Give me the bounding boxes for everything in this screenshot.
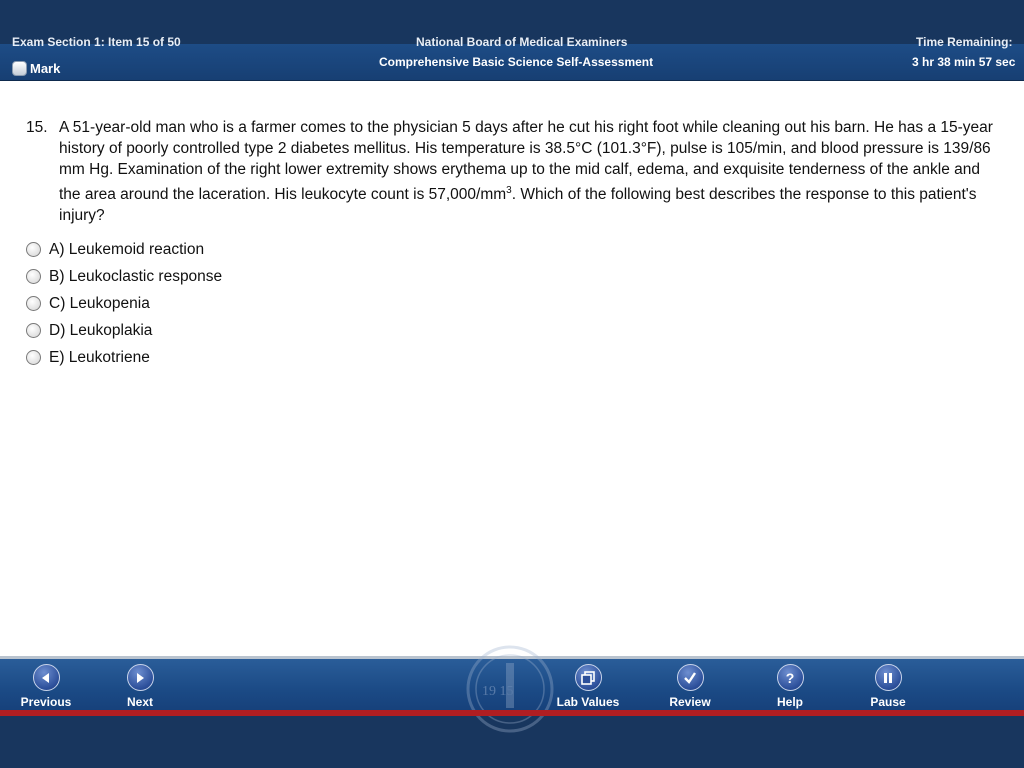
- mark-checkbox-control[interactable]: [12, 60, 60, 76]
- checkmark-icon: [677, 664, 704, 691]
- arrow-right-icon: [127, 664, 154, 691]
- review-button[interactable]: [650, 664, 730, 709]
- help-label: Help: [776, 695, 803, 709]
- superscript: 3: [506, 185, 512, 196]
- question-text-end: . Which of the following best describes the response to this patient's injury?: [59, 186, 977, 225]
- answer-option-e[interactable]: [26, 344, 222, 371]
- seal-text: 19 15: [482, 684, 514, 699]
- time-remaining: 3 hr 38 min 57 sec: [912, 55, 1016, 69]
- radio-button[interactable]: [26, 296, 41, 311]
- question-text-main: A 51-year-old man who is a farmer comes to the physician 5 days after he cut his right foot while cleaning out his barn. He has a 15-year history of poorly controlled type 2 diabetes mellitus. His temperature is 38.5°C (101.3°F), pulse is 105/min, and blood pressure is 139/86 mm Hg. Examination of the right lower extremity shows erythema up to the mid calf, edema, and exquisite tenderness of the ankle and the area around the laceration. His leukocyte count is 57,000/mm: [59, 119, 993, 204]
- answer-label: A) Leukemoid reaction: [49, 240, 205, 258]
- answer-label: B) Leukoclastic response: [49, 267, 223, 285]
- exam-header: [0, 35, 1024, 81]
- question-panel: [0, 81, 1024, 656]
- answer-options: [26, 236, 222, 371]
- exam-title: Comprehensive Basic Science Self-Assessment: [379, 55, 654, 69]
- item-counter: Exam Section 1: Item 15 of 50: [12, 35, 181, 49]
- answer-label: E) Leukotriene: [49, 348, 150, 366]
- mark-label: Mark: [30, 60, 61, 76]
- next-button[interactable]: [100, 664, 180, 709]
- answer-option-d[interactable]: [26, 317, 222, 344]
- nbme-seal-watermark: [462, 659, 558, 712]
- lab-values-icon: [575, 664, 602, 691]
- arrow-left-icon: [33, 664, 60, 691]
- mark-checkbox[interactable]: [12, 61, 27, 76]
- navigation-toolbar: [0, 656, 1024, 712]
- radio-button[interactable]: [26, 350, 41, 365]
- svg-text:?: ?: [785, 669, 795, 686]
- answer-label: C) Leukopenia: [49, 294, 150, 312]
- pause-label: Pause: [870, 695, 906, 709]
- radio-button[interactable]: [26, 323, 41, 338]
- time-remaining-label: Time Remaining:: [916, 35, 1013, 49]
- previous-button[interactable]: [6, 664, 86, 709]
- question-mark-icon: [777, 664, 804, 691]
- lab-values-label: Lab Values: [556, 695, 620, 709]
- footer-accent-bar: [0, 710, 1024, 716]
- next-label: Next: [126, 695, 153, 709]
- radio-button[interactable]: [26, 242, 41, 257]
- answer-option-a[interactable]: [26, 236, 222, 263]
- help-button[interactable]: [750, 664, 830, 709]
- answer-label: D) Leukoplakia: [49, 321, 153, 339]
- previous-label: Previous: [20, 695, 72, 709]
- pause-icon: [875, 664, 902, 691]
- question-text: [59, 117, 1004, 226]
- lab-values-button[interactable]: [548, 664, 628, 709]
- pause-button[interactable]: [848, 664, 928, 709]
- organization-name: National Board of Medical Examiners: [416, 35, 628, 49]
- radio-button[interactable]: [26, 269, 41, 284]
- answer-option-c[interactable]: [26, 290, 222, 317]
- question-number: 15.: [26, 119, 48, 136]
- answer-option-b[interactable]: [26, 263, 222, 290]
- review-label: Review: [669, 695, 711, 709]
